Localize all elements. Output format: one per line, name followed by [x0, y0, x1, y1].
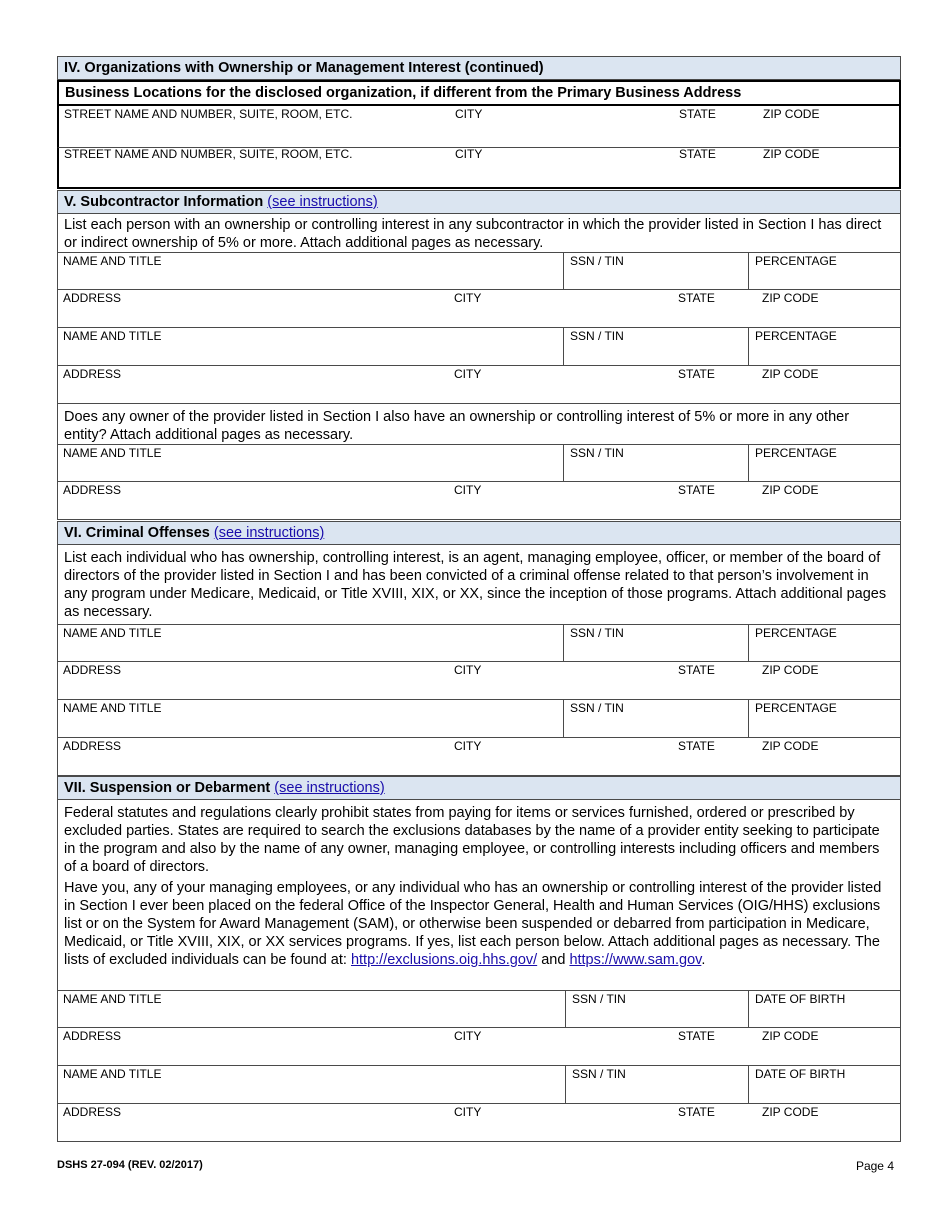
divider — [563, 253, 564, 289]
business-location-row-1[interactable] — [57, 106, 901, 148]
section-iv-header — [57, 56, 901, 80]
address-label: ADDRESS — [63, 1105, 122, 1119]
percentage-label: PERCENTAGE — [755, 626, 837, 640]
section-iv-title: IV. Organizations with Ownership or Management Interest (continued) — [64, 60, 544, 76]
address-label: ADDRESS — [63, 291, 122, 305]
section-v-header — [57, 190, 901, 214]
oig-exclusions-link[interactable]: http://exclusions.oig.hhs.gov/ — [350, 952, 538, 968]
divider — [748, 445, 749, 481]
divider — [565, 1066, 566, 1103]
percentage-label: PERCENTAGE — [755, 254, 837, 268]
ssn-tin-label: SSN / TIN — [572, 992, 626, 1006]
address-label: ADDRESS — [63, 1029, 122, 1043]
city-label: CITY — [454, 1029, 482, 1043]
ssn-tin-label: SSN / TIN — [572, 1067, 626, 1081]
state-label: STATE — [678, 367, 715, 381]
subcontractor-address-row-2[interactable] — [57, 366, 901, 404]
ssn-tin-label: SSN / TIN — [570, 329, 624, 343]
section-vii-header — [57, 776, 901, 800]
city-label: CITY — [454, 1105, 482, 1119]
divider — [563, 700, 564, 737]
city-label: CITY — [455, 107, 483, 121]
date-of-birth-label: DATE OF BIRTH — [755, 1067, 846, 1081]
section-vii-text — [57, 800, 901, 990]
criminal-address-row-2[interactable] — [57, 738, 901, 776]
address-label: ADDRESS — [63, 483, 122, 497]
street-label: STREET NAME AND NUMBER, SUITE, ROOM, ETC. — [64, 147, 353, 161]
city-label: CITY — [454, 291, 482, 305]
divider — [748, 625, 749, 661]
zip-label: ZIP CODE — [763, 147, 820, 161]
divider — [563, 625, 564, 661]
form-id: DSHS 27-094 (REV. 02/2017) — [57, 1159, 203, 1171]
subcontractor-name-row-1[interactable] — [57, 252, 901, 290]
divider — [563, 445, 564, 481]
zip-label: ZIP CODE — [762, 367, 819, 381]
section-vii-paragraph-2 — [64, 879, 894, 969]
and-text: and — [541, 952, 566, 968]
debarment-address-row-1[interactable] — [57, 1028, 901, 1066]
state-label: STATE — [678, 291, 715, 305]
divider — [748, 700, 749, 737]
city-label: CITY — [454, 483, 482, 497]
zip-label: ZIP CODE — [762, 1105, 819, 1119]
zip-label: ZIP CODE — [763, 107, 820, 121]
section-vi-paragraph: List each individual who has ownership, controlling interest, is an agent, managing employee, officer, or member of the board of directors of the provider listed in Section I and has been convicted of a criminal offense related to that person’s involvement in any program under Medicare, Medicaid, or Title XVIII, XIX, or XX, since the inception of those programs. Attach additional pages as necessary. — [57, 545, 901, 624]
sam-gov-link[interactable]: https://www.sam.gov — [569, 952, 702, 968]
section-v-instructions-link[interactable]: (see instructions) — [267, 194, 378, 210]
page-number: Page 4 — [855, 1159, 894, 1173]
owner-entity-address-row[interactable] — [57, 482, 901, 520]
debarment-name-row-1[interactable] — [57, 990, 901, 1028]
divider — [748, 1066, 749, 1103]
ssn-tin-label: SSN / TIN — [570, 626, 624, 640]
period-text: . — [701, 952, 706, 968]
state-label: STATE — [678, 1105, 715, 1119]
date-of-birth-label: DATE OF BIRTH — [755, 992, 846, 1006]
zip-label: ZIP CODE — [762, 291, 819, 305]
divider — [748, 253, 749, 289]
criminal-address-row-1[interactable] — [57, 662, 901, 700]
subcontractor-address-row-1[interactable] — [57, 290, 901, 328]
city-label: CITY — [454, 739, 482, 753]
divider — [563, 328, 564, 365]
section-v-paragraph-1: List each person with an ownership or controlling interest in any subcontractor in which the provider listed in Section I has direct or indirect ownership of 5% or more. Attach additional pages as necessary. — [57, 214, 901, 252]
percentage-label: PERCENTAGE — [755, 329, 837, 343]
section-vi-instructions-link[interactable]: (see instructions) — [213, 525, 325, 541]
section-vi-header — [57, 521, 901, 545]
section-vii-paragraph-2-text: Have you, any of your managing employees, or any individual who has an ownership or controlling interest of the provider listed in Section I ever been placed on the federal Office of the Inspector General, Health and Human Services (OIG/HHS) exclusions list or on the System for Award Management (SAM), or otherwise been suspended or debarred from participation in Medicare, Medicaid, or Title XVIII, XIX, or XX services programs. If yes, list each person below. Attach additional pages as necessary. The lists of excluded individuals can be found at: — [64, 880, 882, 968]
state-label: STATE — [678, 663, 715, 677]
city-label: CITY — [454, 663, 482, 677]
percentage-label: PERCENTAGE — [755, 701, 837, 715]
section-vii-title: VII. Suspension or Debarment — [64, 780, 271, 796]
section-v-title: V. Subcontractor Information — [64, 194, 264, 210]
percentage-label: PERCENTAGE — [755, 446, 837, 460]
business-location-row-2[interactable] — [57, 148, 901, 189]
divider — [565, 991, 566, 1027]
zip-label: ZIP CODE — [762, 1029, 819, 1043]
divider — [748, 328, 749, 365]
state-label: STATE — [678, 483, 715, 497]
zip-label: ZIP CODE — [762, 483, 819, 497]
address-label: ADDRESS — [63, 367, 122, 381]
city-label: CITY — [454, 367, 482, 381]
city-label: CITY — [455, 147, 483, 161]
state-label: STATE — [678, 1029, 715, 1043]
debarment-address-row-2[interactable] — [57, 1104, 901, 1142]
criminal-name-row-2[interactable] — [57, 700, 901, 738]
name-title-label: NAME AND TITLE — [63, 254, 162, 268]
ssn-tin-label: SSN / TIN — [570, 701, 624, 715]
name-title-label: NAME AND TITLE — [63, 1067, 162, 1081]
street-label: STREET NAME AND NUMBER, SUITE, ROOM, ETC. — [64, 107, 353, 121]
business-locations-title: Business Locations for the disclosed organization, if different from the Primary Business Address — [65, 85, 742, 101]
owner-entity-name-row[interactable] — [57, 444, 901, 482]
criminal-name-row-1[interactable] — [57, 624, 901, 662]
state-label: STATE — [679, 107, 716, 121]
section-vii-instructions-link[interactable]: (see instructions) — [274, 780, 385, 796]
address-label: ADDRESS — [63, 739, 122, 753]
address-label: ADDRESS — [63, 663, 122, 677]
name-title-label: NAME AND TITLE — [63, 329, 162, 343]
name-title-label: NAME AND TITLE — [63, 701, 162, 715]
zip-label: ZIP CODE — [762, 663, 819, 677]
divider — [748, 991, 749, 1027]
state-label: STATE — [678, 739, 715, 753]
ssn-tin-label: SSN / TIN — [570, 254, 624, 268]
section-vii-paragraph-1: Federal statutes and regulations clearly prohibit states from paying for items or services furnished, ordered or prescribed by excluded parties. States are required to search the exclusions databases by the name of a provider entity seeking to participate in the program and also by the name of any owner, managing employee, or controlling interests including officers and members of a board of directors. — [64, 805, 880, 875]
subcontractor-name-row-2[interactable] — [57, 328, 901, 366]
business-locations-header — [57, 80, 901, 106]
section-v-paragraph-2: Does any owner of the provider listed in Section I also have an ownership or controlling interest of 5% or more in any other entity? Attach additional pages as necessary. — [57, 404, 901, 444]
name-title-label: NAME AND TITLE — [63, 992, 162, 1006]
name-title-label: NAME AND TITLE — [63, 626, 162, 640]
section-vi-title: VI. Criminal Offenses — [64, 525, 210, 541]
debarment-name-row-2[interactable] — [57, 1066, 901, 1104]
ssn-tin-label: SSN / TIN — [570, 446, 624, 460]
state-label: STATE — [679, 147, 716, 161]
name-title-label: NAME AND TITLE — [63, 446, 162, 460]
zip-label: ZIP CODE — [762, 739, 819, 753]
